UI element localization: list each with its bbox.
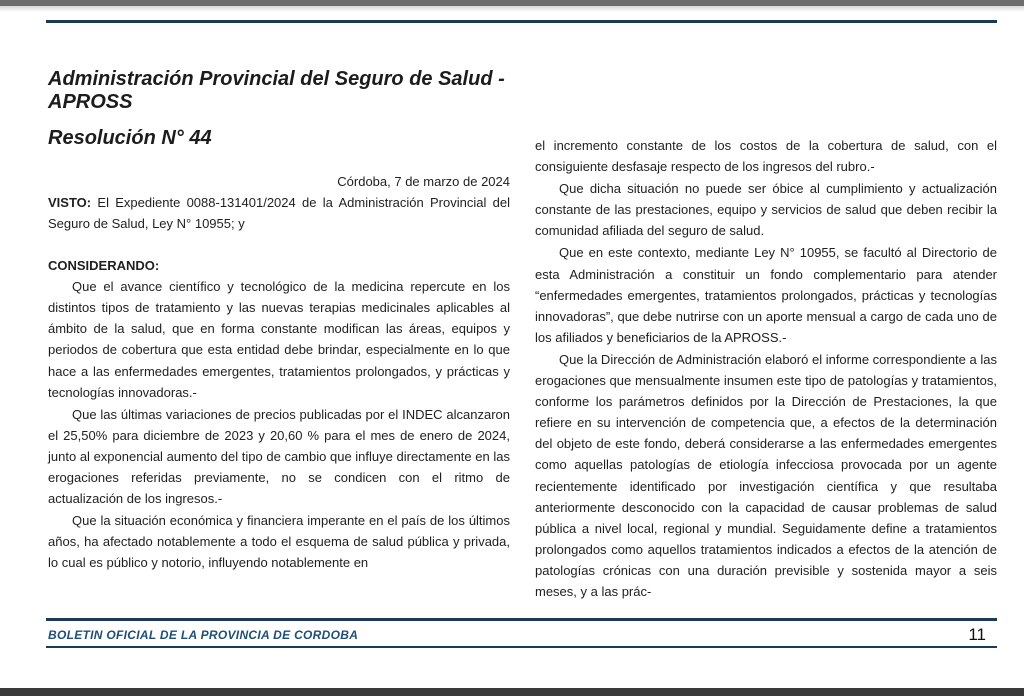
considerando-heading: CONSIDERANDO: [48, 258, 160, 274]
paragraph: Que la situación económica y financiera imperante en el país de los últimos años, ha afectado notablemente a todo el esquema de salud pública y privada, lo cual es público y notorio, influyendo notablemente en [48, 513, 510, 571]
resolution-title: Resolución N° 44 [48, 127, 212, 149]
date-line: Córdoba, 7 de marzo de 2024 [337, 174, 510, 189]
visto-text: El Expediente 0088-131401/2024 de la Administración Provincial del Seguro de Salud, Ley N° 10955; y [48, 195, 510, 232]
paragraph: Que en este contexto, mediante Ley N° 10955, se facultó al Directorio de esta Administración a constituir un fondo complementario para atender “enfermedades emergentes, tratamientos prolongados, prácticas y tecnologías innovadoras”, que debe nutrirse con un aporte mensual a cargo de cada uno de los afiliados y beneficiarios de la APROSS.- [535, 245, 997, 345]
viewer-bottom-border [0, 688, 1024, 696]
paragraph: Que la Dirección de Administración elaboró el informe correspondiente a las erogaciones que mensualmente insumen este tipo de patologías y tratamientos, conforme los parámetros definidos por la Dirección de Prestaciones, la que refiere en su intervención de competencia que, a efectos de la determinación del objeto de este fondo, deberá considerarse a las enfermedades emergentes como aquellas patologías de etiología infecciosa provocada por un agente recientemente identificado por investigación científica y que resultaba anteriormente desconocido con la capacidad de causar problemas de salud pública a nivel local, regional y mundial. Seguidamente define a tratamientos prolongados como aquellos tratamientos indicados a efectos de la atención de patologías crónicas con una duración previsible y sostenida mayor a seis meses, y a las prác- [535, 351, 997, 599]
publication-name: BOLETIN OFICIAL DE LA PROVINCIA DE CORDOBA [48, 628, 359, 642]
footer-rule-bottom [46, 646, 997, 648]
page-number: 11 [968, 625, 986, 644]
visto-label: VISTO: [48, 195, 92, 210]
paragraph: Que dicha situación no puede ser óbice al cumplimiento y actualización constante de las prestaciones, equipo y servicios de salud que deben recibir la comunidad afiliada del seguro de salud. [535, 181, 997, 239]
left-column [48, 68, 510, 574]
footer-rule-top [46, 618, 997, 621]
paragraph: Que las últimas variaciones de precios publicadas por el INDEC alcanzaron el 25,50% para diciembre de 2023 y 20,60 % para el mes de enero de 2024, junto al exponencial aumento del tipo de cambio que influye directamente en las erogaciones referidas previamente, no se condicen con el ritmo de actualización de los ingresos.- [48, 406, 510, 507]
visto-paragraph [48, 192, 510, 234]
viewer-top-shadow [0, 6, 1024, 12]
paragraph-continuation: el incremento constante de los costos de la cobertura de salud, con el consiguiente desfasaje respecto de los ingresos del rubro.- [535, 138, 997, 175]
paragraph: Que el avance científico y tecnológico de la medicina repercute en los distintos tipos de tratamiento y las nuevas terapias medicinales aplicables al ámbito de la salud, que en forma constante modifican las áreas, equipos y periodos de cobertura que esta entidad debe brindar, especialmente en lo que hace a las enfermedades emergentes, tratamientos prolongados, y prácticas y tecnologías innovadoras.- [48, 279, 510, 400]
agency-title: Administración Provincial del Seguro de Salud - APROSS [48, 68, 505, 113]
header-rule [46, 20, 997, 23]
right-column [535, 135, 997, 602]
